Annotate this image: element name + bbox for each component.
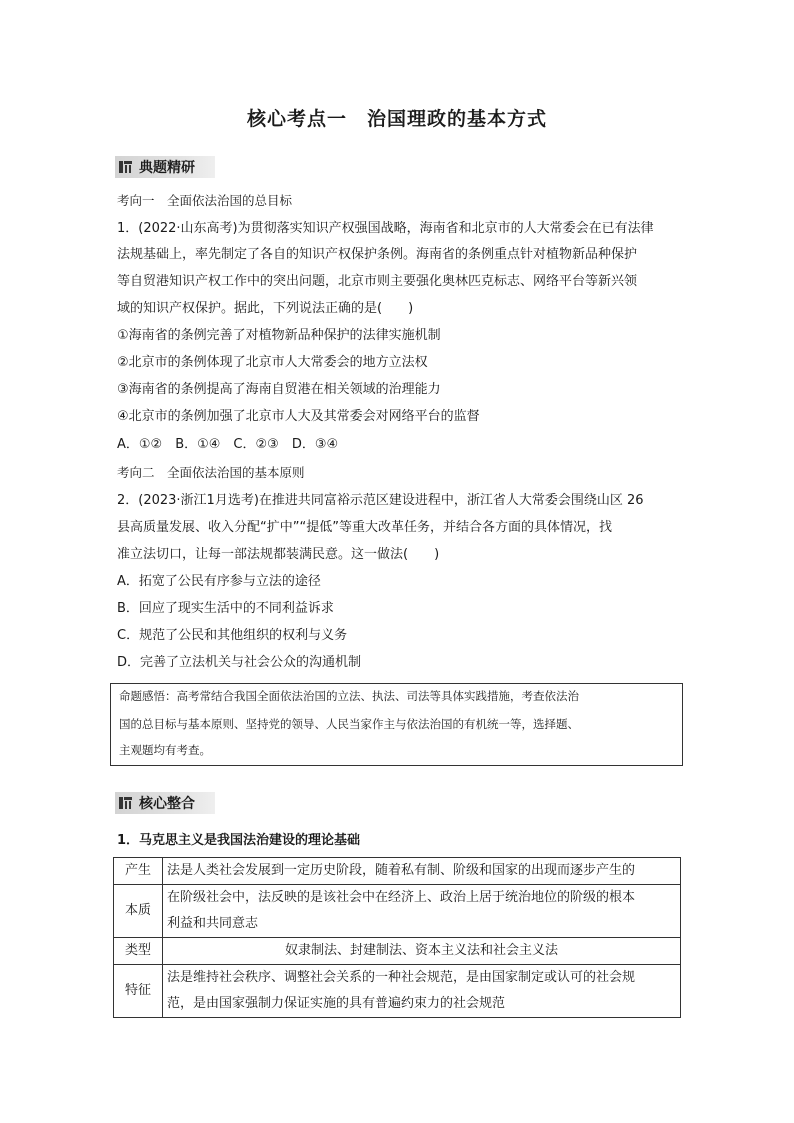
question-2-line: 准立法切口，让每一部法规都装满民意。这一做法( ) [117,547,440,562]
table-cell-line: 在阶级社会中，法反映的是该社会中在经济上、政治上居于统治地位的阶级的根本 [167,890,636,905]
question-2-option: A．拓宽了公民有序参与立法的途径 [117,574,321,589]
question-1-statement: ①海南省的条例完善了对植物新品种保护的法律实施机制 [117,328,441,343]
section-label: 典题精研 [139,160,195,176]
table-cell-line: 范，是由国家强制力保证实施的具有普遍约束力的社会规范 [167,996,506,1011]
question-2-option: D．完善了立法机关与社会公众的沟通机制 [117,655,362,670]
table-row-label: 特征 [114,965,163,1018]
table-row-label: 类型 [114,938,163,965]
insight-note-line: 命题感悟：高考常结合我国全面依法治国的立法、执法、司法等具体实践措施，考查依法治 [119,689,579,703]
section-label: 核心整合 [139,796,195,812]
section-book-icon [118,795,136,811]
table-row [114,938,681,965]
core-table [113,857,681,1018]
section-banner-dianti [115,156,215,178]
table-row [114,965,681,1018]
question-2-line: 2．(2023·浙江1月选考)在推进共同富裕示范区建设进程中，浙江省人大常委会围绕山区 26 [117,493,644,508]
insight-note-line: 主观题均有考查。 [119,743,211,757]
direction-heading-2: 考向二 全面依法治国的基本原则 [117,465,305,480]
question-2-option: B．回应了现实生活中的不同利益诉求 [117,601,334,616]
section-book-icon [118,159,136,175]
table-cell-line: 法是维持社会秩序、调整社会关系的一种社会规范，是由国家制定或认可的社会规 [167,970,636,985]
core-heading: 1．马克思主义是我国法治建设的理论基础 [117,833,361,848]
table-cell [163,938,681,965]
direction-heading-1: 考向一 全面依法治国的总目标 [117,193,293,208]
question-2-option: C．规范了公民和其他组织的权利与义务 [117,628,348,643]
question-1-line: 域的知识产权保护。据此，下列说法正确的是( ) [117,301,414,316]
table-row-label: 本质 [114,885,163,938]
question-2-line: 县高质量发展、收入分配“扩中”“提低”等重大改革任务，并结合各方面的具体情况，找 [117,520,612,535]
insight-note-box [110,683,683,766]
question-1-line: 法规基础上，率先制定了各自的知识产权保护条例。海南省的条例重点针对植物新品种保护 [117,247,638,262]
table-row-label: 产生 [114,858,163,885]
table-cell-line: 奴隶制法、封建制法、资本主义法和社会主义法 [284,943,558,958]
question-1-statement: ②北京市的条例体现了北京市人大常委会的地方立法权 [117,355,428,370]
table-row [114,885,681,938]
question-1-options: A．①② B．①④ C．②③ D．③④ [117,437,339,452]
question-1-line: 等自贸港知识产权工作中的突出问题，北京市则主要强化奥林匹克标志、网络平台等新兴领 [117,274,638,289]
table-cell-line: 利益和共同意志 [167,916,259,931]
insight-note-line: 国的总目标与基本原则、坚持党的领导、人民当家作主与依法治国的有机统一等，选择题、 [119,717,579,731]
table-cell-line: 法是人类社会发展到一定历史阶段，随着私有制、阶级和国家的出现而逐步产生的 [167,863,636,878]
question-1-statement: ④北京市的条例加强了北京市人大及其常委会对网络平台的监督 [117,409,480,424]
question-1-line: 1．(2022·山东高考)为贯彻落实知识产权强国战略，海南省和北京市的人大常委会在已有法律 [117,221,654,236]
question-1-statement: ③海南省的条例提高了海南自贸港在相关领域的治理能力 [117,382,441,397]
table-cell [163,858,681,885]
page-title: 核心考点一 治国理政的基本方式 [246,108,547,130]
table-cell [163,885,681,938]
table-cell [163,965,681,1018]
section-banner-hexin [115,792,215,814]
table-row [114,858,681,885]
